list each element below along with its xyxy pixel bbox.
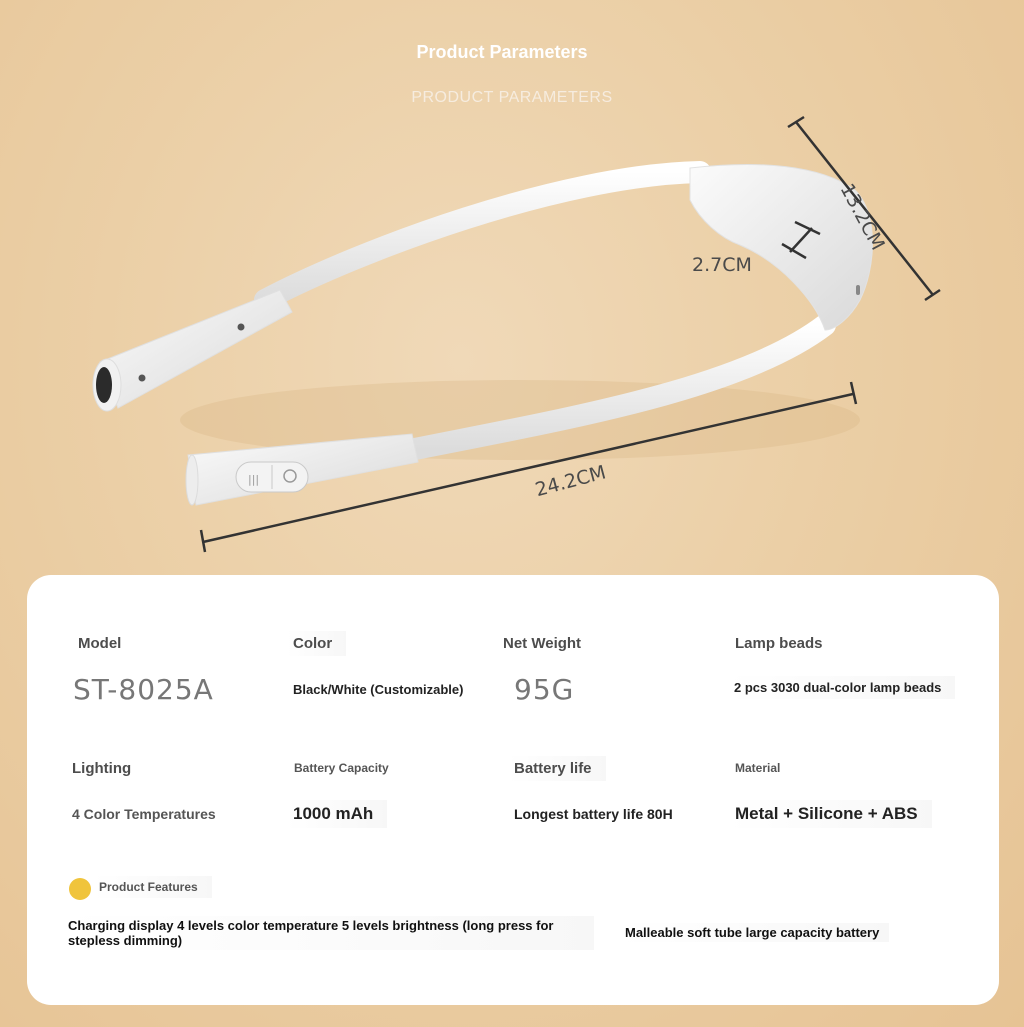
battery-value: 1000 mAh (287, 800, 387, 828)
beads-value: 2 pcs 3030 dual-color lamp beads (728, 676, 955, 699)
page-title: Product Parameters (416, 42, 588, 62)
material-label: Material (735, 761, 781, 775)
lighting-value: 4 Color Temperatures (72, 806, 216, 822)
width-label: 24.2CM (533, 461, 609, 502)
thickness-label: 2.7CM (692, 254, 752, 276)
life-label: Battery life (508, 756, 606, 781)
feature-item: Charging display 4 levels color temperature 5 levels brightness (long press for stepless dimming) (62, 916, 594, 950)
charging-port (856, 285, 860, 295)
color-value: Black/White (Customizable) (293, 682, 464, 697)
battery-label: Battery Capacity (294, 761, 389, 775)
power-icon: ||| (248, 473, 260, 486)
weight-label: Net Weight (503, 635, 582, 652)
lower-lamp-face (186, 455, 198, 505)
feature-item: Malleable soft tube large capacity battery (619, 923, 889, 942)
color-label: Color (287, 631, 346, 656)
features-heading: Product Features (93, 876, 212, 898)
specs-card (27, 575, 999, 1005)
upper-tube (265, 172, 700, 300)
lighting-label: Lighting (72, 760, 132, 777)
upper-lamp-head (100, 290, 292, 408)
beads-label: Lamp beads (735, 635, 823, 652)
life-value: Longest battery life 80H (514, 806, 673, 822)
material-value: Metal + Silicone + ABS (729, 800, 932, 828)
page-subtitle: PRODUCT PARAMETERS (411, 89, 613, 106)
upper-lamp-lens (96, 367, 112, 403)
indicator-light (139, 375, 146, 382)
model-value: ST-8025A (73, 673, 214, 706)
height-label: 13.2CM (835, 180, 889, 254)
model-label: Model (78, 635, 122, 652)
weight-value: 95G (514, 673, 575, 706)
yellow-dot-icon (69, 878, 91, 900)
indicator-light (238, 324, 245, 331)
